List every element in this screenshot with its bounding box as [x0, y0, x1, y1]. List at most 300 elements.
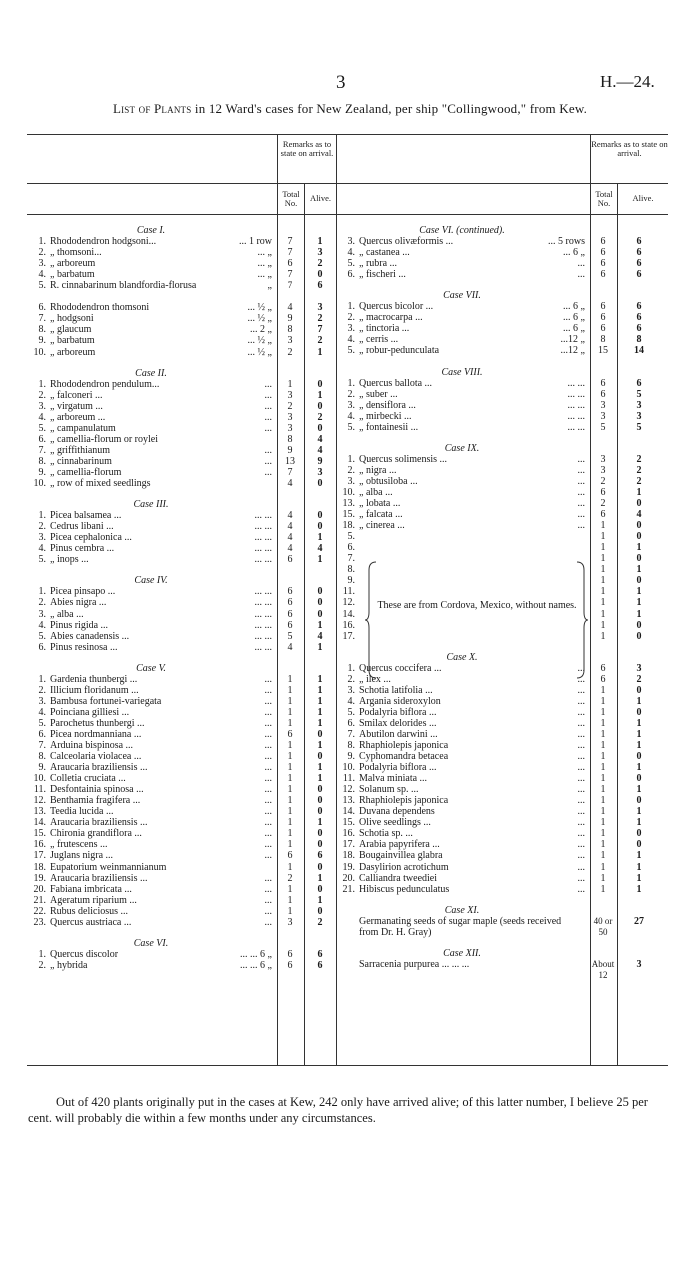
plant-row [337, 312, 668, 323]
plant-row [337, 674, 668, 685]
plant-row [337, 773, 668, 784]
plant-name: Quercus solimensis ... [359, 453, 448, 465]
plant-quantity: ... [577, 475, 585, 487]
plant-name: Podalyria biflora ... [359, 762, 437, 774]
plant-quantity: ... [577, 520, 585, 532]
alive-count: 6 [636, 312, 642, 324]
alive-count: 1 [317, 817, 323, 829]
plant-row [28, 280, 336, 302]
plant-quantity: ... [577, 795, 585, 807]
row-number: 5. [347, 421, 355, 433]
row-number: 4. [38, 543, 46, 555]
plant-quantity: ... [577, 762, 585, 774]
row-number: 14. [33, 817, 46, 829]
plant-row [337, 553, 668, 564]
plant-row [337, 751, 668, 762]
alive-count: 1 [636, 486, 642, 498]
alive-count: 0 [317, 586, 323, 598]
plant-row [28, 707, 336, 718]
plant-name: „ nigra ... [359, 464, 397, 476]
plant-row [337, 862, 668, 873]
plant-name: „ frutescens ... [50, 839, 108, 851]
plant-name: „ cinnabarinum [50, 455, 112, 467]
plant-name: Picea pinsapo ... [50, 586, 116, 598]
plant-row [28, 412, 336, 423]
row-number: 17. [342, 839, 355, 851]
plant-quantity: ... „ [257, 269, 272, 281]
plant-quantity: ... [264, 717, 272, 729]
row-number: 13. [33, 806, 46, 818]
plant-name: „ hodgsoni [50, 313, 94, 325]
row-number: 1. [38, 586, 46, 598]
row-number: 1. [38, 948, 46, 960]
plant-quantity: ... [577, 509, 585, 521]
plant-quantity: ... ½ „ [247, 335, 272, 347]
alive-count: 6 [317, 280, 323, 292]
plant-row [28, 335, 336, 346]
plant-name: „ hybrida [50, 959, 88, 971]
plant-row [337, 631, 668, 642]
case-heading: Case IX. [444, 442, 480, 454]
alive-count: 0 [317, 269, 323, 281]
plant-name: Illicium floridanum ... [50, 684, 139, 696]
plant-row [28, 258, 336, 269]
row-number: 15. [33, 828, 46, 840]
plant-row [337, 411, 668, 422]
plant-name: „ falconeri ... [50, 389, 103, 401]
alive-count: 0 [317, 784, 323, 796]
alive-count: 6 [636, 301, 642, 313]
total-count: 1 [600, 883, 606, 895]
plant-quantity: ... ... [567, 388, 585, 400]
page-number: 3 [336, 72, 346, 93]
alive-count: 0 [636, 795, 642, 807]
plant-name: Juglans nigra ... [50, 850, 114, 862]
plant-row [28, 751, 336, 762]
total-count: 6 [600, 377, 606, 389]
plant-name: Poinciana gilliesi ... [50, 706, 130, 718]
plant-name: Bougainvillea glabra [359, 850, 443, 862]
row-number: 1. [38, 673, 46, 685]
plant-row [337, 762, 668, 773]
row-number: 3. [38, 532, 46, 544]
row-number: 16. [33, 839, 46, 851]
total-count: 6 [287, 258, 293, 270]
plant-quantity: ... [264, 883, 272, 895]
row-number: 10. [342, 486, 355, 498]
plant-name: Quercus austriaca ... [50, 916, 132, 928]
document-reference: H.—24. [600, 72, 655, 91]
alive-count: 1 [317, 532, 323, 544]
plant-name: „ ilex ... [359, 673, 391, 685]
table-bottom-rule [27, 1065, 668, 1066]
plant-row [337, 301, 668, 312]
total-count: 40 or 50 [593, 915, 613, 937]
alive-count: 1 [636, 861, 642, 873]
plant-row [337, 959, 668, 981]
alive-count: 4 [317, 543, 323, 555]
alive-count: 1 [636, 564, 642, 576]
row-number: 6. [38, 641, 46, 653]
plant-row [337, 685, 668, 696]
row-number: 19. [342, 861, 355, 873]
plant-name: Gardenia thunbergi ... [50, 673, 138, 685]
plant-quantity: ... [264, 400, 272, 412]
total-count: 1 [600, 773, 606, 785]
plant-row [337, 520, 668, 531]
alive-count: 9 [317, 455, 323, 467]
row-number: 1. [347, 377, 355, 389]
row-number: 4. [347, 695, 355, 707]
alive-count: 7 [317, 324, 323, 336]
alive-count: 6 [636, 377, 642, 389]
plant-quantity: ... ... [254, 521, 272, 533]
alive-count: 1 [317, 872, 323, 884]
total-count: 1 [600, 795, 606, 807]
row-number: 6. [347, 542, 355, 554]
plant-row [28, 269, 336, 280]
total-count: 1 [600, 850, 606, 862]
plant-quantity: ... [264, 466, 272, 478]
plant-quantity: ... [577, 784, 585, 796]
plant-row [337, 269, 668, 280]
alive-count: 3 [636, 410, 642, 422]
plant-row [337, 465, 668, 476]
plant-name: „ macrocarpa ... [359, 312, 423, 324]
row-number: 2. [38, 247, 46, 259]
plant-quantity: ... [577, 773, 585, 785]
total-count: 1 [600, 542, 606, 554]
alive-count: 1 [636, 806, 642, 818]
row-number: 16. [342, 619, 355, 631]
row-number: 3. [347, 684, 355, 696]
plant-quantity: ... [264, 894, 272, 906]
plant-row [28, 642, 336, 653]
alive-count: 3 [317, 466, 323, 478]
total-count: 6 [287, 619, 293, 631]
alive-count: 0 [636, 553, 642, 565]
plant-name: Rhaphiolepis japonica [359, 740, 449, 752]
plant-name: Calliandra tweediei [359, 872, 438, 884]
row-number: 2. [38, 684, 46, 696]
plant-name: Solanum sp. ... [359, 784, 419, 796]
plant-name: „ virgatum ... [50, 400, 103, 412]
row-number: 7. [38, 444, 46, 456]
plant-name: „ lobata ... [359, 498, 401, 510]
row-number: 13. [342, 498, 355, 510]
alive-count: 0 [317, 521, 323, 533]
alive-count: 0 [636, 498, 642, 510]
plant-quantity: ... [264, 751, 272, 763]
plant-quantity: ... [577, 684, 585, 696]
alive-count: 1 [317, 894, 323, 906]
row-number: 4. [38, 269, 46, 281]
plant-name: Abies canadensis ... [50, 630, 130, 642]
total-count: 1 [600, 575, 606, 587]
plant-row [337, 884, 668, 895]
plant-row [28, 685, 336, 696]
plant-quantity: ... [264, 695, 272, 707]
total-count: 1 [600, 553, 606, 565]
row-number: 12. [33, 795, 46, 807]
alive-count: 1 [317, 740, 323, 752]
alive-count: 6 [317, 850, 323, 862]
plant-row [337, 454, 668, 465]
plant-row [28, 456, 336, 467]
total-count: 1 [600, 531, 606, 543]
row-number: 5. [347, 531, 355, 543]
alive-count: 0 [317, 608, 323, 620]
alive-count: 4 [636, 509, 642, 521]
plant-quantity: ... ... [254, 597, 272, 609]
plant-quantity: ... [577, 717, 585, 729]
total-count: 4 [287, 510, 293, 522]
plant-quantity: ... [264, 806, 272, 818]
plant-name: „ fontainesii ... [359, 421, 419, 433]
alive-count: 1 [317, 554, 323, 566]
plant-quantity: ... ... [254, 543, 272, 555]
row-number: 15. [342, 509, 355, 521]
plant-quantity: ... ... [254, 630, 272, 642]
remarks-header-right: Remarks as to state on arrival. [591, 139, 668, 158]
right-brace [574, 560, 590, 680]
alive-count: 2 [317, 258, 323, 270]
plant-row [28, 236, 336, 247]
total-count: 6 [600, 673, 606, 685]
row-number: 5. [38, 554, 46, 566]
plant-name: „ campanulatum [50, 422, 116, 434]
plant-name: „ inops ... [50, 554, 89, 566]
row-number: 14. [342, 608, 355, 620]
plant-quantity: ... ... [254, 586, 272, 598]
total-count: 1 [287, 806, 293, 818]
alive-count: 1 [636, 695, 642, 707]
row-number: 7. [38, 740, 46, 752]
total-count: 6 [287, 586, 293, 598]
plant-row [28, 828, 336, 839]
row-number: 19. [33, 872, 46, 884]
alive-count: 6 [636, 236, 642, 248]
plant-row [28, 347, 336, 358]
total-count: 1 [600, 695, 606, 707]
plant-row [28, 478, 336, 489]
plant-row [28, 543, 336, 554]
plant-quantity: ... 1 row [238, 236, 272, 248]
total-count: 1 [287, 828, 293, 840]
plant-name: Pinus resinosa ... [50, 641, 118, 653]
plant-name: Ageratum riparium ... [50, 894, 137, 906]
row-number: 10. [33, 478, 46, 490]
total-count: 2 [600, 498, 606, 510]
plant-name: R. cinnabarinum blandfordia-florusa [50, 280, 197, 292]
alive-count: 3 [317, 247, 323, 259]
plant-row [337, 806, 668, 817]
row-number: 5. [38, 280, 46, 292]
total-count: 7 [287, 236, 293, 248]
row-number: 4. [38, 706, 46, 718]
alive-count: 0 [317, 828, 323, 840]
total-count: 1 [287, 861, 293, 873]
plant-row [337, 696, 668, 707]
plant-name: Picea balsamea ... [50, 510, 122, 522]
total-count: 2 [600, 475, 606, 487]
total-count: 1 [600, 608, 606, 620]
row-number: 2. [38, 389, 46, 401]
plant-name: Quercus ballota ... [359, 377, 433, 389]
total-count: 1 [600, 630, 606, 642]
total-count: 7 [287, 269, 293, 281]
case-heading: Case XI. [444, 904, 480, 916]
total-count: 1 [287, 740, 293, 752]
plant-row [337, 663, 668, 674]
total-count: 6 [287, 597, 293, 609]
plant-row [28, 906, 336, 917]
plant-name: Rubus deliciosus ... [50, 905, 129, 917]
row-number: 11. [33, 784, 46, 796]
plant-row [337, 378, 668, 389]
row-number: 5. [347, 345, 355, 357]
plant-name: Picea cephalonica ... [50, 532, 132, 544]
alive-count: 2 [636, 673, 642, 685]
total-count: 1 [287, 695, 293, 707]
plant-name: „ densiflora ... [359, 399, 416, 411]
plant-name: „ rubra ... [359, 258, 398, 270]
total-count: 1 [600, 520, 606, 532]
alive-count: 8 [636, 334, 642, 346]
plant-quantity: ... [577, 486, 585, 498]
total-count: 1 [600, 684, 606, 696]
row-number: 3. [347, 399, 355, 411]
alive-count: 0 [317, 839, 323, 851]
case-heading: Case X. [446, 651, 478, 663]
row-number: 5. [38, 630, 46, 642]
plant-quantity: ... [264, 706, 272, 718]
plant-name: Smilax delorides ... [359, 717, 437, 729]
row-number: 9. [38, 466, 46, 478]
plant-quantity: ... [577, 706, 585, 718]
plant-quantity: ... [264, 872, 272, 884]
plant-row [28, 467, 336, 478]
alive-count: 3 [636, 662, 642, 674]
alive-count: 1 [317, 236, 323, 248]
plant-row [337, 740, 668, 751]
total-count: 1 [287, 795, 293, 807]
row-number: 6. [347, 269, 355, 281]
alive-count: 2 [317, 313, 323, 325]
case-heading: Case VI. (continued). [419, 225, 505, 236]
alive-count: 0 [636, 619, 642, 631]
plant-row [28, 597, 336, 608]
plant-row [28, 434, 336, 445]
alive-count: 1 [636, 762, 642, 774]
plant-quantity: ... [577, 883, 585, 895]
plant-quantity: ... [264, 784, 272, 796]
plant-quantity: ...12 „ [560, 345, 585, 357]
case-heading: Case VIII. [441, 366, 483, 378]
plant-name: Quercus coccifera ... [359, 662, 442, 674]
plant-quantity: ... [577, 269, 585, 281]
row-number: 9. [38, 335, 46, 347]
total-count: 6 [600, 312, 606, 324]
plant-row [337, 718, 668, 729]
total-count: 1 [600, 839, 606, 851]
plant-quantity: ... [577, 850, 585, 862]
plant-name: Desfontainia spinosa ... [50, 784, 144, 796]
plant-name: „ cerris ... [359, 334, 399, 346]
plant-name: Bambusa fortunei-variegata [50, 695, 162, 707]
total-count: 5 [287, 630, 293, 642]
total-count: 8 [287, 324, 293, 336]
alive-count: 0 [317, 728, 323, 740]
plant-quantity: ... [577, 464, 585, 476]
plant-row [28, 773, 336, 784]
plant-name: Rhododendron hodgsoni... [50, 236, 157, 248]
plant-name: „ barbatum [50, 335, 95, 347]
plant-quantity: ... [577, 258, 585, 270]
total-count: 2 [287, 872, 293, 884]
total-count: 1 [600, 762, 606, 774]
case-heading: Case VI. [133, 937, 169, 949]
plant-row [28, 862, 336, 873]
plant-name: Eupatorium weinmannianum [50, 861, 167, 873]
plant-quantity: ... 6 „ [563, 301, 585, 313]
row-number: 3. [38, 400, 46, 412]
alive-count: 1 [317, 641, 323, 653]
plant-quantity: ... [577, 806, 585, 818]
row-number: 6. [38, 302, 46, 314]
alive-count: 0 [636, 575, 642, 587]
plant-row [337, 542, 668, 553]
title-rest: in 12 Ward's cases for New Zealand, per ship "Collingwood," from Kew. [191, 101, 588, 116]
alive-count: 0 [317, 422, 323, 434]
plant-name: Schotia latifolia ... [359, 684, 433, 696]
total-count: 8 [600, 334, 606, 346]
left-brace [364, 560, 380, 680]
plant-name: „ obtusiloba ... [359, 475, 418, 487]
alive-count: 27 [634, 915, 644, 927]
total-count: 13 [285, 455, 295, 467]
row-number: 3. [38, 258, 46, 270]
row-number: 2. [38, 959, 46, 971]
plant-name: Araucaria braziliensis ... [50, 817, 148, 829]
alive-header-right: Alive. [632, 193, 654, 203]
total-count: 1 [287, 751, 293, 763]
plant-row [337, 784, 668, 795]
plant-row [337, 575, 668, 586]
alive-count: 1 [636, 883, 642, 895]
case-heading: Case I. [136, 225, 166, 236]
row-number: 9. [347, 751, 355, 763]
row-number: 18. [342, 850, 355, 862]
footer-note: Out of 420 plants originally put in the cases at Kew, 242 only have arrived alive; of this latter number, I believe 25 per cent. will probably die within a few months under any circumstances. [28, 1095, 648, 1125]
alive-count: 1 [636, 817, 642, 829]
plant-name: Dasylirion acrotichum [359, 861, 449, 873]
plant-row [28, 521, 336, 532]
total-count: 4 [287, 543, 293, 555]
total-count: 1 [600, 784, 606, 796]
total-count: 6 [600, 301, 606, 313]
alive-count: 1 [636, 597, 642, 609]
row-number: 9. [38, 762, 46, 774]
plant-name: „ camellia-florum [50, 466, 122, 478]
plant-quantity: ... [264, 411, 272, 423]
plant-name: „ arboreum [50, 258, 96, 270]
plant-row [337, 795, 668, 806]
plant-row [337, 345, 668, 356]
plant-row [337, 400, 668, 411]
plant-name: Sarracenia purpurea ... ... ... [359, 958, 470, 970]
plant-quantity: ... [577, 453, 585, 465]
